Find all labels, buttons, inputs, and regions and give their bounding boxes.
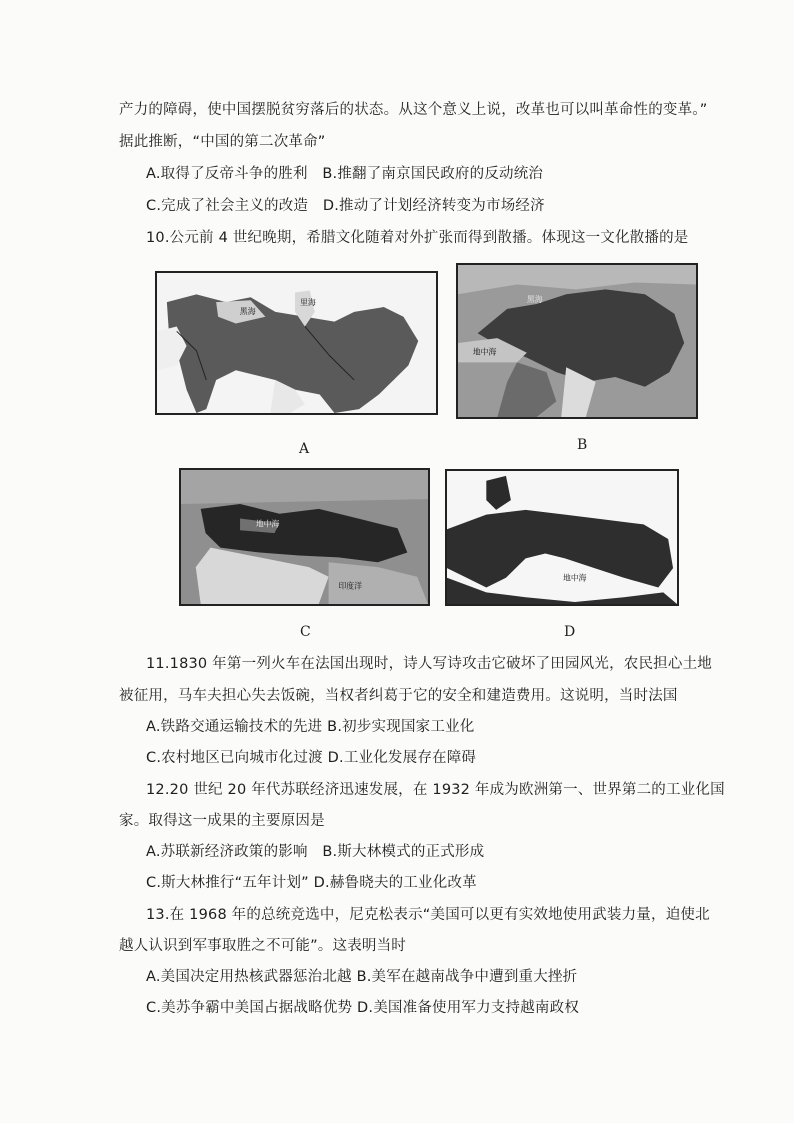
map-a-graphic [157,273,436,413]
map-c-label-1: 地中海 [255,519,280,529]
q12-stem-line-1: 12.20 世纪 20 年代苏联经济迅速发展，在 1932 年成为欧洲第一、世界第二的工业化国 [146,782,725,798]
map-c-graphic [181,470,428,604]
map-d-label-1: 地中海 [562,573,587,583]
q9-text-line-1: 产力的障碍，使中国摆脱贫穷落后的状态。从这个意义上说，改革也可以叫革命性的变革。” [119,102,708,118]
map-b-caption: B [577,437,588,453]
q11-stem-line-1: 11.1830 年第一列火车在法国出现时，诗人写诗攻击它破坏了田园风光，农民担心土地 [146,656,712,672]
map-d-graphic [447,471,677,604]
map-d-caption: D [564,624,576,640]
q9-options-cd: C.完成了社会主义的改造 D.推动了计划经济转变为市场经济 [146,198,545,214]
map-c [179,468,430,606]
q11-options-ab: A.铁路交通运输技术的先进 B.初步实现国家工业化 [146,719,475,735]
map-a-label-2: 里海 [299,298,316,308]
q12-options-cd: C.斯大林推行“五年计划” D.赫鲁晓夫的工业化改革 [146,875,477,891]
map-d [445,469,679,606]
map-b-label-1: 黑海 [526,295,543,305]
map-b-graphic [458,265,696,417]
q9-text-line-2: 据此推断，“中国的第二次革命” [119,134,326,150]
q11-options-cd: C.农村地区已向城市化过渡 D.工业化发展存在障碍 [146,750,477,766]
map-c-label-2: 印度洋 [338,581,363,591]
map-b-label-2: 地中海 [472,347,497,357]
q13-stem-line-1: 13.在 1968 年的总统竞选中，尼克松表示“美国可以更有实效地使用武装力量，迫使北 [146,907,710,923]
q12-stem-line-2: 家。取得这一成果的主要原因是 [119,813,325,829]
map-a-caption: A [299,441,310,457]
map-a-label-1: 黑海 [239,306,256,316]
q13-options-cd: C.美苏争霸中美国占据战略优势 D.美国准备使用军力支持越南政权 [146,1000,580,1016]
map-a [155,271,438,415]
q12-options-ab: A.苏联新经济政策的影响 B.斯大林模式的正式形成 [146,844,485,860]
map-b [456,263,698,419]
q13-stem-line-2: 越人认识到军事取胜之不可能”。这表明当时 [119,938,407,954]
q13-options-ab: A.美国决定用热核武器惩治北越 B.美军在越南战争中遭到重大挫折 [146,969,578,985]
q9-options-ab: A.取得了反帝斗争的胜利 B.推翻了南京国民政府的反动统治 [146,166,544,182]
map-c-caption: C [300,624,311,640]
q10-stem: 10.公元前 4 世纪晚期，希腊文化随着对外扩张而得到散播。体现这一文化散播的是 [146,230,689,246]
q11-stem-line-2: 被征用，马车夫担心失去饭碗，当权者纠葛于它的安全和建造费用。这说明，当时法国 [119,688,678,704]
